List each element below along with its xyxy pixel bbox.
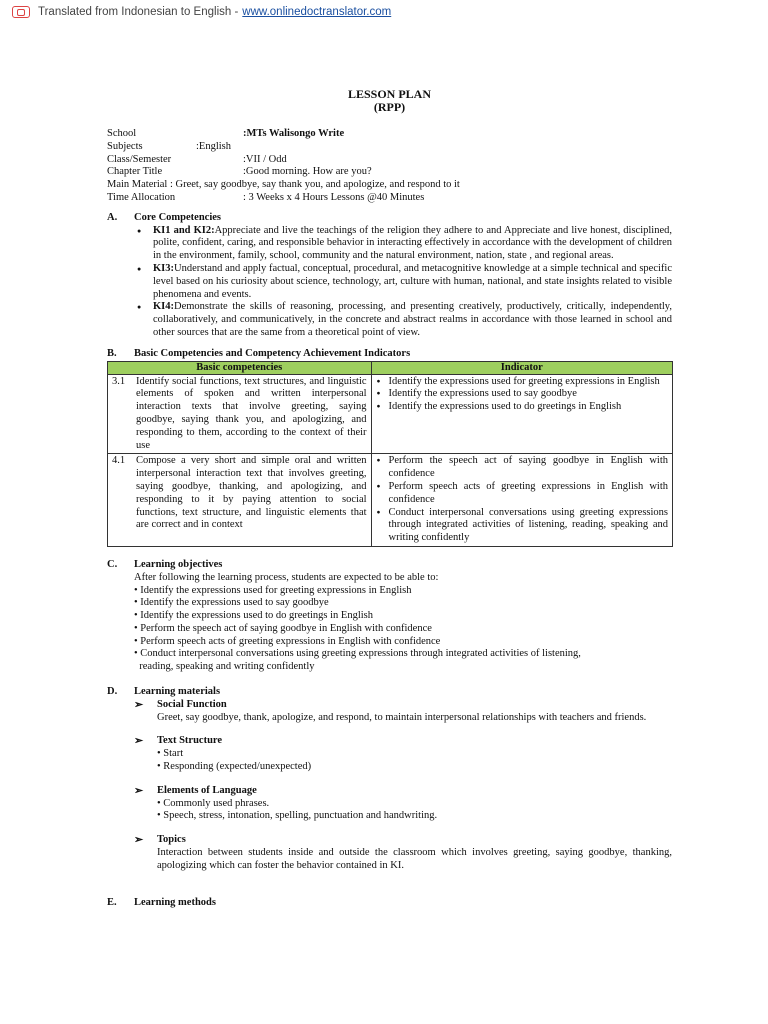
competency-text: Identify social functions, text structures, and linguistic elements of spoken and written interpersonal interaction texts that involve greeting, saying goodbye, saying thank you, and apologizing, and responding to them, according to the context of their use bbox=[136, 375, 367, 451]
section-title: Learning methods bbox=[134, 896, 216, 908]
meta-row-school bbox=[107, 128, 672, 141]
translator-logo-icon bbox=[12, 6, 30, 18]
section-title: Core Competencies bbox=[134, 211, 221, 223]
meta-value: :VII / Odd bbox=[243, 153, 287, 165]
translation-banner bbox=[0, 0, 768, 24]
material-text: Interaction between students inside and outside the classroom which involves greeting, saying goodbye, thanking, apologizing which can foster the behavior contained in KI. bbox=[157, 847, 672, 871]
arrow-icon: ➢ bbox=[134, 834, 144, 847]
objectives-block bbox=[134, 572, 672, 674]
table-header-row bbox=[108, 361, 673, 374]
meta-row-subjects bbox=[107, 141, 672, 154]
material-title: Elements of Language bbox=[157, 784, 257, 796]
list-item: • Identify the expressions used to say goodbye bbox=[134, 597, 329, 609]
indicator-cell bbox=[371, 454, 672, 547]
list-item: • Identify the expressions used to do greetings in English bbox=[134, 610, 374, 622]
arrow-icon: ➢ bbox=[134, 698, 144, 711]
item-key: KI4: bbox=[153, 301, 174, 313]
column-header-indicator: Indicator bbox=[371, 361, 672, 374]
list-item: ● Perform the speech act of saying goodbye in English with confidence bbox=[389, 455, 668, 481]
meta-value: :MTs Walisongo Write bbox=[243, 128, 345, 139]
meta-label: Chapter Title bbox=[107, 166, 163, 178]
material-heading bbox=[134, 785, 672, 798]
indicator-list bbox=[389, 376, 668, 414]
list-item: • Perform the speech act of saying goodbye in English with confidence bbox=[134, 622, 432, 634]
section-letter: B. bbox=[107, 347, 117, 359]
material-text: Greet, say goodbye, thank, apologize, and respond, to maintain interpersonal relationships with teachers and friends. bbox=[157, 711, 647, 723]
column-header-basic: Basic competencies bbox=[108, 361, 372, 374]
meta-row-main-material bbox=[107, 179, 672, 192]
material-heading bbox=[134, 735, 672, 748]
meta-label: Class/Semester bbox=[107, 153, 172, 165]
material-title: Topics bbox=[157, 834, 186, 846]
translator-link[interactable]: www.onlinedoctranslator.com bbox=[242, 5, 392, 18]
material-text: • Commonly used phrases. bbox=[157, 797, 270, 809]
list-item: ● Conduct interpersonal conversations using greeting expressions through integrated activities of listening, reading, speaking and writing confidently bbox=[389, 507, 668, 545]
list-item: ● Identify the expressions used to say goodbye bbox=[389, 388, 668, 401]
basic-competency-cell bbox=[108, 374, 372, 454]
list-item: reading, speaking and writing confidently bbox=[134, 661, 315, 673]
section-letter: D. bbox=[107, 686, 118, 698]
section-e-heading bbox=[107, 897, 672, 910]
competency-text: Compose a very short and simple oral and written interpersonal interaction text that involves greeting, saying goodbye, thanking, and apologizing, and responding to it by paying attention to social functions, text structure, and linguistic elements that are correct and in context bbox=[136, 455, 367, 531]
material-text: • Responding (expected/unexpected) bbox=[157, 761, 312, 773]
competency-number: 4.1 bbox=[112, 455, 126, 467]
competency-table bbox=[107, 361, 673, 547]
section-b-heading bbox=[107, 348, 672, 361]
section-letter: E. bbox=[107, 896, 117, 908]
section-letter: C. bbox=[107, 558, 118, 570]
material-title: Social Function bbox=[157, 698, 227, 710]
indicator-cell bbox=[371, 374, 672, 454]
list-item: • Conduct interpersonal conversations using greeting expressions through integrated activities of listening, bbox=[134, 648, 581, 660]
material-text: • Speech, stress, intonation, spelling, punctuation and handwriting. bbox=[157, 810, 438, 822]
section-title: Basic Competencies and Competency Achievement Indicators bbox=[134, 347, 411, 359]
section-letter: A. bbox=[107, 211, 118, 223]
list-item: ● Identify the expressions used to do greetings in English bbox=[389, 401, 668, 414]
meta-label: Main Material : Greet, say goodbye, say thank you, and apologize, and respond to it bbox=[107, 179, 460, 191]
meta-block bbox=[107, 128, 672, 205]
meta-row-chapter bbox=[107, 166, 672, 179]
material-text: • Start bbox=[157, 748, 184, 760]
meta-value: :English bbox=[196, 140, 232, 152]
meta-row-class bbox=[107, 154, 672, 167]
table-row bbox=[108, 374, 673, 454]
section-title: Learning objectives bbox=[134, 558, 223, 570]
meta-label: Time Allocation bbox=[107, 191, 176, 203]
core-competencies-list bbox=[153, 225, 672, 340]
section-d-heading bbox=[107, 686, 672, 699]
section-a-heading bbox=[107, 212, 672, 225]
lesson-plan-page bbox=[107, 88, 672, 909]
materials-block bbox=[134, 699, 672, 873]
item-text: Understand and apply factual, conceptual, procedural, and metacognitive knowledge at a simple technical and specific level based on his curiosity about science, technology, art, culture with human, national, and state insights related to visible phenomena and events. bbox=[153, 262, 672, 300]
section-c-heading bbox=[107, 559, 672, 572]
item-key: KI1 and KI2: bbox=[153, 224, 215, 236]
list-item: ● Perform speech acts of greeting expressions in English with confidence bbox=[389, 481, 668, 507]
list-item bbox=[153, 225, 672, 263]
indicator-list bbox=[389, 455, 668, 545]
list-item: ● Identify the expressions used for greeting expressions in English bbox=[389, 376, 668, 389]
arrow-icon: ➢ bbox=[134, 784, 144, 797]
meta-value: : 3 Weeks x 4 Hours Lessons @40 Minutes bbox=[243, 191, 425, 203]
meta-label: School bbox=[107, 128, 137, 139]
objectives-intro: After following the learning process, students are expected to be able to: bbox=[134, 571, 439, 583]
item-text: Appreciate and live the teachings of the religion they adhere to and Appreciate and live honest, disciplined, polite, confident, caring, and responsible behavior in interacting effectively in accordance with the development of children in the environment, family, school, community and the natural environment, nation, state , and regional areas. bbox=[153, 224, 672, 262]
list-item: • Perform speech acts of greeting expressions in English with confidence bbox=[134, 635, 441, 647]
meta-value: :Good morning. How are you? bbox=[243, 166, 372, 178]
doc-title: LESSON PLAN bbox=[347, 87, 432, 101]
section-title: Learning materials bbox=[134, 686, 221, 698]
list-item: • Identify the expressions used for greeting expressions in English bbox=[134, 584, 412, 596]
item-key: KI3: bbox=[153, 262, 174, 274]
material-heading bbox=[134, 834, 672, 847]
doc-subtitle: (RPP) bbox=[373, 100, 406, 114]
banner-text: Translated from Indonesian to English - bbox=[38, 5, 239, 18]
basic-competency-cell bbox=[108, 454, 372, 547]
list-item bbox=[153, 263, 672, 301]
material-heading bbox=[134, 699, 672, 712]
table-row bbox=[108, 454, 673, 547]
meta-row-time bbox=[107, 192, 672, 205]
list-item bbox=[153, 301, 672, 339]
meta-label: Subjects bbox=[107, 140, 143, 152]
objectives-list bbox=[134, 585, 672, 675]
competency-number: 3.1 bbox=[112, 375, 126, 387]
arrow-icon: ➢ bbox=[134, 735, 144, 748]
item-text: Demonstrate the skills of reasoning, processing, and presenting creatively, productively, critically, independently, collaboratively, and communicatively, in the concrete and abstract realms in accordance with those learned in school and other sources that are the same from a theoretical point of view. bbox=[153, 301, 672, 338]
material-title: Text Structure bbox=[157, 735, 223, 747]
